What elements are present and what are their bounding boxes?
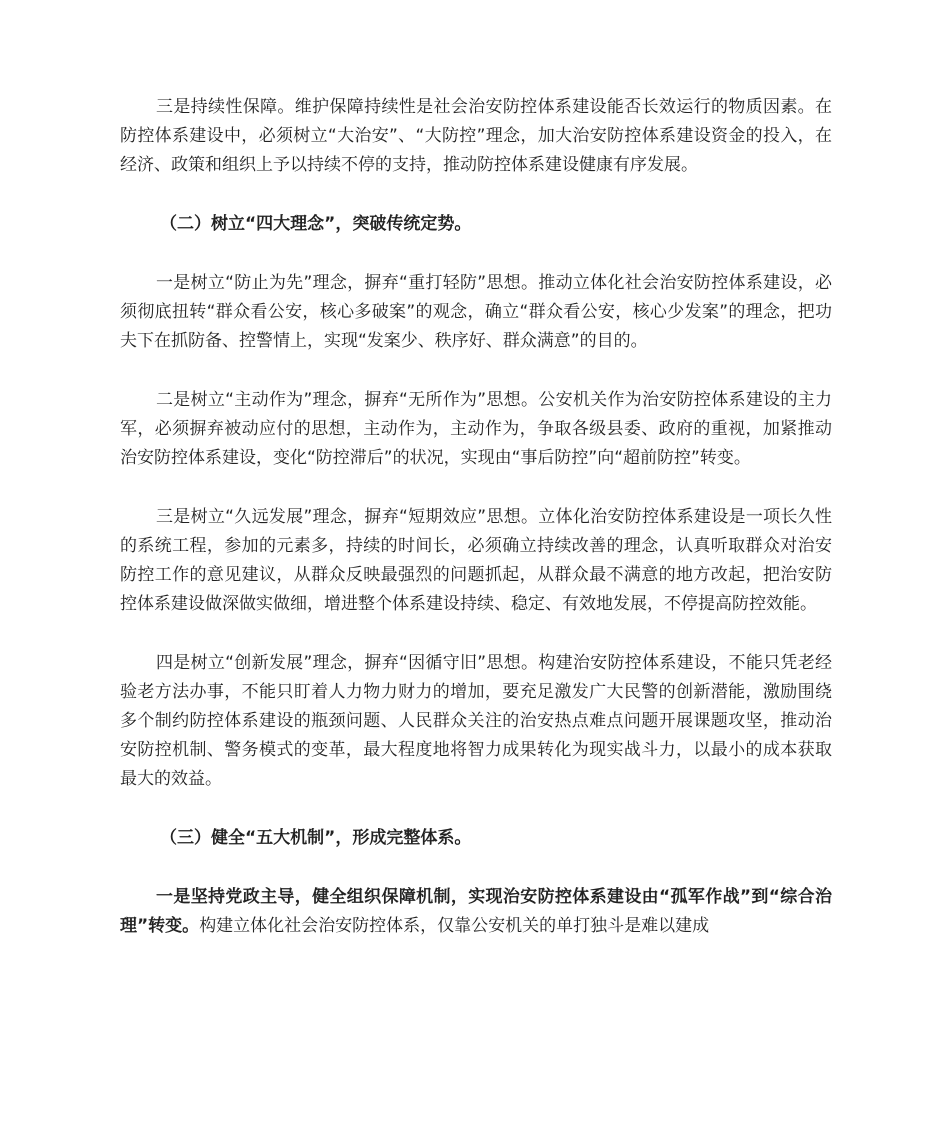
section-heading-four-concepts: （二）树立“四大理念”，突破传统定势。 [160,214,472,234]
paragraph-active-action: 二是树立“主动作为”理念，摒弃“无所作为”思想。公安机关作为治安防控体系建设的主力军，必须摒弃被动应付的思想，主动作为，主动作为，争取各级县委、政府的重视，加紧推动治安防控体系建设，变化“防控滞后”的状况，实现由“事后防控”向“超前防控”转变。 [120,390,832,468]
paragraph-prevention-first: 一是树立“防止为先”理念，摒弃“重打轻防”思想。推动立体化社会治安防控体系建设，必须彻底扭转“群众看公安，核心多破案”的观念，确立“群众看公安，核心少发案”的理念，把功夫下在抓防备、控警情上，实现“发案少、秩序好、群众满意”的目的。 [120,273,832,351]
paragraph-continuation: 构建立体化社会治安防控体系，仅靠公安机关的单打独斗是难以建成 [199,916,710,936]
paragraph-party-leadership [120,883,832,941]
paragraph-long-term-development: 三是树立“久远发展”理念，摒弃“短期效应”思想。立体化治安防控体系建设是一项长久性的系统工程，参加的元素多，持续的时间长，必须确立持续改善的理念，认真听取群众对治安防控工作的意见建议，从群众反映最强烈的问题抓起，从群众最不满意的地方改起，把治安防控体系建设做深做实做细，增进整个体系建设持续、稳定、有效地发展，不停提高防控效能。 [120,507,832,614]
paragraph-lead-sentence: 一是坚持党政主导，健全组织保障机制，实现治安防控体系建设由“孤军作战”到“综合治理”转变。 [120,887,832,936]
paragraph-innovative-development: 四是树立“创新发展”理念，摒弃“因循守旧”思想。构建治安防控体系建设，不能只凭老经验老方法办事，不能只盯着人力物力财力的增加，要充足激发广大民警的创新潜能，激励围绕多个制约防控体系建设的瓶颈问题、人民群众关注的治安热点难点问题开展课题攻坚，推动治安防控机制、警务模式的变革，最大程度地将智力成果转化为现实战斗力，以最小的成本获取最大的效益。 [120,653,832,789]
document-body [120,93,832,971]
paragraph-sustainability-guarantee: 三是持续性保障。维护保障持续性是社会治安防控体系建设能否长效运行的物质因素。在防控体系建设中，必须树立“大治安”、“大防控”理念，加大治安防控体系建设资金的投入，在经济、政策和组织上予以持续不停的支持，推动防控体系建设健康有序发展。 [120,97,832,175]
section-heading-five-mechanisms: （三）健全“五大机制”，形成完整体系。 [160,828,472,848]
